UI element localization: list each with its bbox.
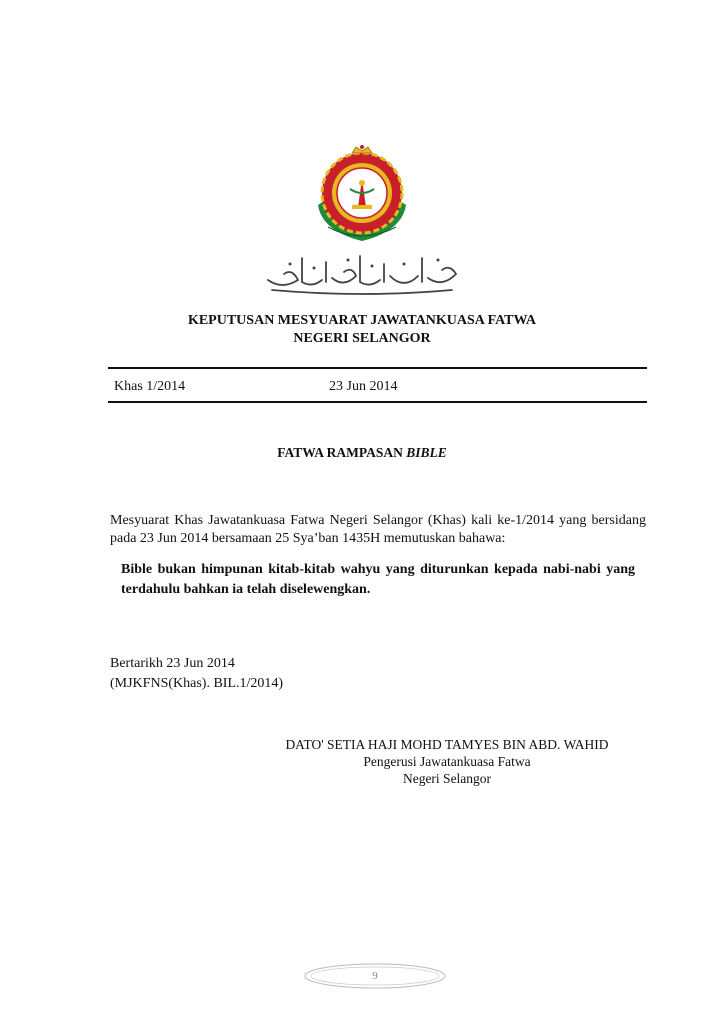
page-number: 9 <box>372 970 378 982</box>
signatory-name: DATO' SETIA HAJI MOHD TAMYES BIN ABD. WAHID <box>285 737 609 752</box>
signatory-state: Negeri Selangor <box>402 771 492 786</box>
jabatan-mufti-emblem <box>314 143 410 247</box>
subject-emphasis: BIBLE <box>406 445 447 460</box>
fatwa-subject <box>0 445 724 461</box>
signatory-position: Pengerusi Jawatankuasa Fatwa <box>363 754 531 769</box>
decision-paragraph: Bible bukan himpunan kitab-kitab wahyu yang diturunkan kepada nabi-nabi yang terdahulu bahkan ia telah diselewengkan. <box>121 562 635 597</box>
document-title-line2: NEGERI SELANGOR <box>293 331 431 346</box>
subject-prefix: FATWA RAMPASAN <box>277 445 407 460</box>
intro-paragraph: Mesyuarat Khas Jawatankuasa Fatwa Negeri Selangor (Khas) kali ke-1/2014 yang bersidang pada 23 Jun 2014 bersamaan 25 Sya’ban 1435H memutuskan bahawa: <box>110 513 646 546</box>
reference-number: Khas 1/2014 <box>114 379 186 394</box>
reference-code: (MJKFNS(Khas). BIL.1/2014) <box>110 676 284 691</box>
jawi-calligraphy-logo <box>262 250 462 296</box>
dated-line: Bertarikh 23 Jun 2014 <box>110 656 235 671</box>
document-title-line1: KEPUTUSAN MESYUARAT JAWATANKUASA FATWA <box>187 313 537 328</box>
divider-bottom <box>108 401 647 403</box>
divider-top <box>108 367 647 369</box>
reference-date: 23 Jun 2014 <box>329 379 398 394</box>
